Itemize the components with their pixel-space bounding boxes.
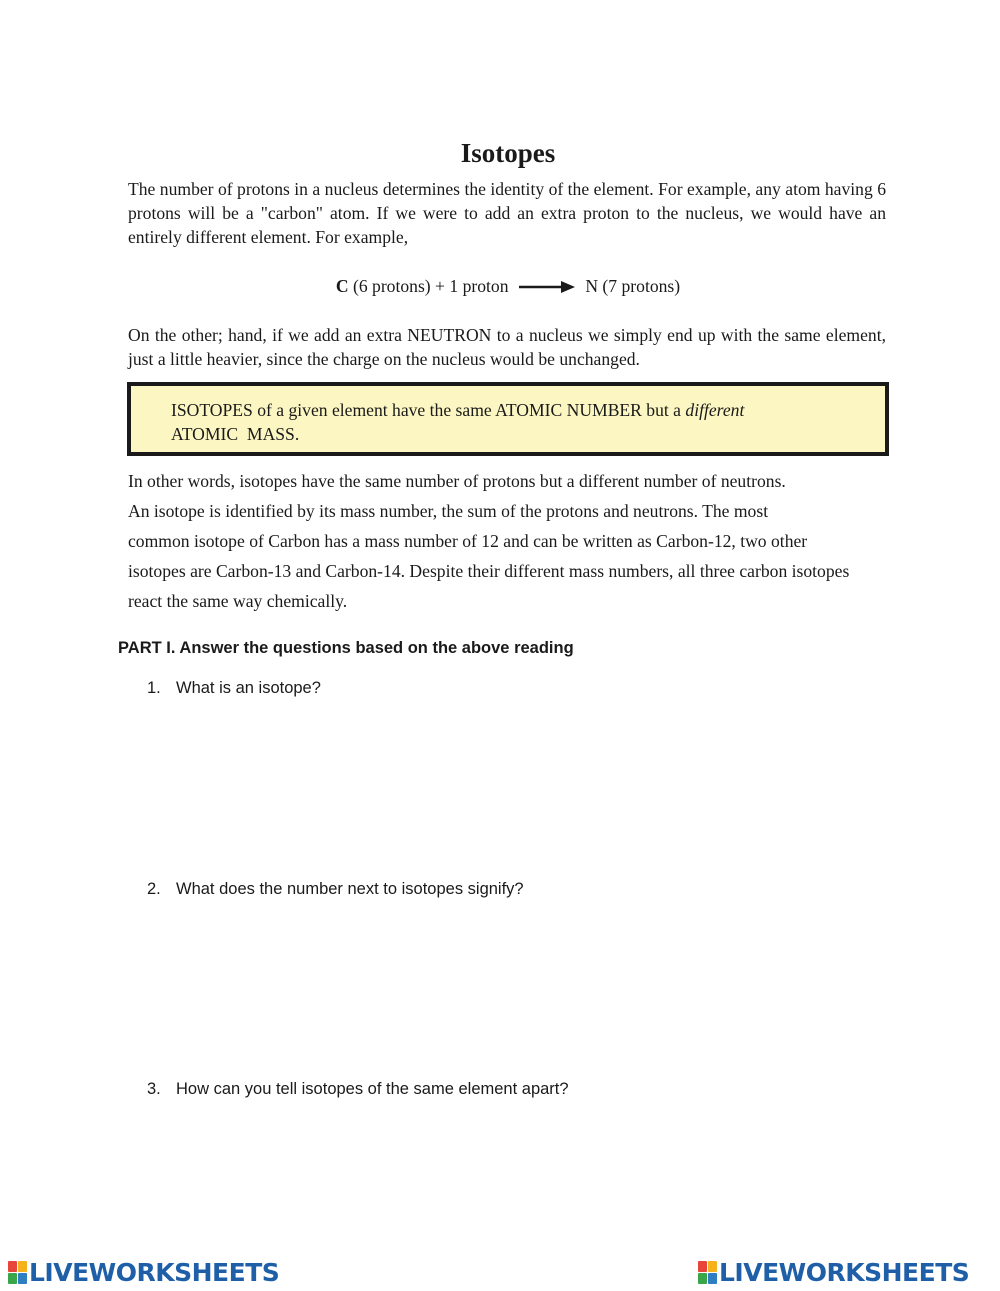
question-3 xyxy=(147,1080,569,1099)
definition-emphasis: different xyxy=(685,400,745,420)
logo-block xyxy=(708,1261,717,1272)
definition-text-start: ISOTOPES of a given element have the same ATOMIC NUMBER but a xyxy=(171,400,681,420)
definition-text xyxy=(171,398,851,446)
question-text: What does the number next to isotopes signify? xyxy=(176,880,524,898)
neutron-paragraph: On the other; hand, if we add an extra NEUTRON to a nucleus we simply end up with the same element, just a little heavier, since the charge on the nucleus would be unchanged. xyxy=(128,325,886,369)
proton-equation xyxy=(0,274,1000,300)
question-1 xyxy=(147,679,321,698)
right-arrow-icon xyxy=(519,276,575,300)
question-number: 3. xyxy=(147,1080,161,1098)
isotope-definition-box xyxy=(127,382,889,456)
intro-paragraph: The number of protons in a nucleus determines the identity of the element. For example, any atom having 6 protons will be a "carbon" atom. If we were to add an extra proton to the nucleus, we would have an entirely different element. For example, xyxy=(128,179,886,247)
part-heading: PART I. Answer the questions based on the above reading xyxy=(118,639,574,657)
liveworksheets-logo xyxy=(698,1257,969,1287)
logo-block xyxy=(18,1273,27,1284)
paragraph-line: common isotope of Carbon has a mass number of 12 and can be written as Carbon-12, two other xyxy=(128,531,808,551)
paragraph-line: isotopes are Carbon-13 and Carbon-14. Despite their different mass numbers, all three carbon isotopes xyxy=(128,561,850,581)
logo-block xyxy=(18,1261,27,1272)
logo-block xyxy=(698,1273,707,1284)
logo-block xyxy=(708,1273,717,1284)
logo-block xyxy=(8,1261,17,1272)
paragraph-line: In other words, isotopes have the same number of protons but a different number of neutrons. xyxy=(128,471,786,491)
mass-number-paragraph xyxy=(128,466,968,616)
paragraph-line: An isotope is identified by its mass number, the sum of the protons and neutrons. The most xyxy=(128,501,769,521)
equation-carbon-symbol: C xyxy=(335,276,349,296)
logo-block xyxy=(698,1261,707,1272)
logo-blocks-icon xyxy=(698,1261,717,1284)
question-2 xyxy=(147,880,524,899)
logo-blocks-icon xyxy=(8,1261,27,1284)
question-text: What is an isotope? xyxy=(176,679,321,697)
paragraph-line: react the same way chemically. xyxy=(128,591,348,611)
definition-text-end: ATOMIC MASS. xyxy=(171,424,300,444)
liveworksheets-logo xyxy=(8,1257,279,1287)
page-title: Isotopes xyxy=(460,138,556,169)
equation-left-detail: (6 protons) + 1 proton xyxy=(352,276,509,296)
logo-text: LIVEWORKSHEETS xyxy=(719,1257,970,1287)
question-text: How can you tell isotopes of the same element apart? xyxy=(176,1080,569,1098)
question-number: 2. xyxy=(147,880,161,898)
logo-text: LIVEWORKSHEETS xyxy=(29,1257,280,1287)
equation-right: N (7 protons) xyxy=(585,276,681,296)
question-number: 1. xyxy=(147,679,161,697)
logo-block xyxy=(8,1273,17,1284)
